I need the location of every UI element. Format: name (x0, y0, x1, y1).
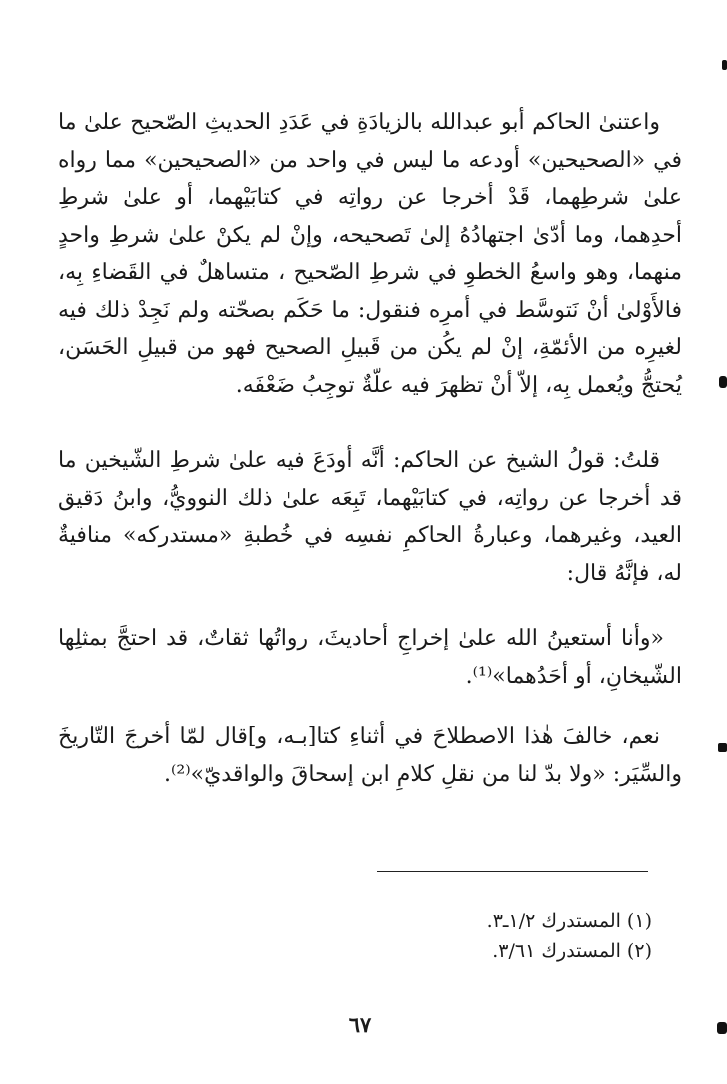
paragraph-3-quote: «وأنا أستعينُ الله علىٰ إخراجِ أحاديثَ، رواتُها ثقاتٌ، قد احتجَّ بمثلِها الشّيخانِ، أو أحَدُهما»⁽¹⁾. (58, 626, 682, 689)
paragraph-4: نعم، خالفَ هٰذا الاصطلاحَ في أثناءِ كتا[بـه، و]قال لمّا أخرجَ التّاريخَ والسِّيَر: «ولا بدّ لنا من نقلِ كلامِ ابن إسحاقَ والواقديّ»⁽²⁾. (58, 724, 682, 787)
footnote-2: (٢) المستدرك ٣/٦١. (492, 940, 652, 962)
paragraph-1: واعتنىٰ الحاكم أبو عبدالله بالزيادَةِ في عَدَدِ الحديثِ الصّحيح علىٰ ما في «الصحيحين» أودعه ما ليس في واحد من «الصحيحين» مما رواه علىٰ شرطِهما، قَدْ أخرجا عن رواتِه في كتابَيْهما، أو علىٰ شرطِ أحدِهما، وما أدّىٰ اجتهادُهُ إلىٰ تَصحيحه، وإنْ لم يكنْ علىٰ شرطِ واحدٍ منهما، وهو واسعُ الخطوِ في شرطِ الصّحيح ، متساهلٌ في القَضاءِ بِه، فالأَوْلىٰ أنْ نَتوسَّط في أمرِه فنقول: ما حَكَم بصحّته ولم نَجِدْ ذلك فيه لغيرِه من الأئمّةِ، إنْ لم يكُن من قَبيلِ الصحيح فهو من قبيلِ الحَسَن، يُحتجُّ ويُعمل بِه، إلاّ أنْ تظهرَ فيه علّةٌ توجِبُ ضَعْفَه. (58, 110, 682, 398)
scan-edge-mark (722, 60, 727, 70)
page-number: ٦٧ (348, 1012, 372, 1037)
scan-edge-mark (719, 376, 727, 388)
scan-edge-mark (718, 743, 727, 752)
footnote-separator (377, 871, 648, 872)
paragraph-2: قلتُ: قولُ الشيخ عن الحاكم: أنَّه أودَعَ فيه علىٰ شرطِ الشّيخين ما قد أخرجا عن رواتِه، في كتابَيْهما، تَبِعَه علىٰ ذلك النوويُّ، وابنُ دَقيق العيد، وغيرهما، وعبارةُ الحاكمِ نفسِه في خُطبةِ «مستدركه» منافيةٌ له، فإنَّهُ قال: (58, 448, 682, 586)
footnotes (300, 906, 652, 966)
scan-edge-mark (717, 1022, 727, 1034)
footnote-1: (١) المستدرك ١/٢ـ٣. (486, 910, 652, 932)
